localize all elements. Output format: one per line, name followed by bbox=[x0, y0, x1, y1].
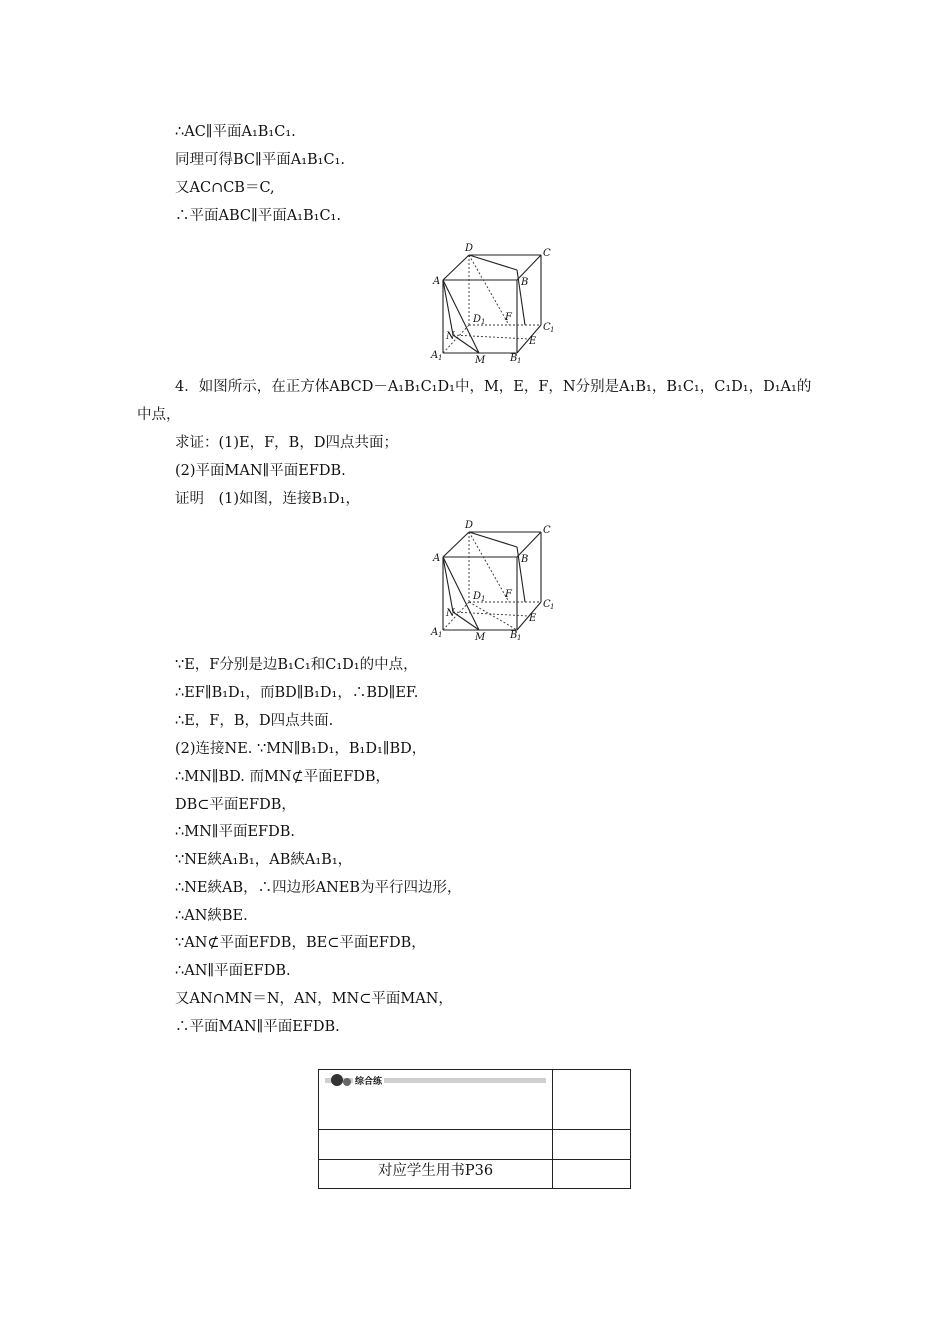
text-line: ∴AC∥平面A₁B₁C₁. bbox=[175, 124, 296, 140]
label-c1: C bbox=[543, 599, 551, 610]
label-b: B bbox=[521, 554, 529, 565]
book-reference: 对应学生用书P36 bbox=[377, 1163, 494, 1179]
label-d: D bbox=[465, 520, 474, 531]
proof-line: ∴E，F，B，D四点共面. bbox=[175, 713, 334, 729]
proof-line: ∴MN∥平面EFDB. bbox=[175, 824, 295, 840]
banner-label: 综合练 bbox=[353, 1074, 384, 1087]
proof-line: (2)连接NE. ∵MN∥B₁D₁，B₁D₁∥BD， bbox=[175, 741, 427, 757]
label-e: E bbox=[529, 336, 537, 347]
label-c: C bbox=[543, 525, 551, 536]
label-c1-sub: 1 bbox=[550, 326, 555, 334]
label-d1: D bbox=[473, 591, 482, 602]
label-a1: A bbox=[431, 350, 439, 361]
proof-line: ∵E，F分别是边B₁C₁和C₁D₁的中点， bbox=[175, 657, 418, 673]
proof-line: DB⊂平面EFDB， bbox=[175, 797, 296, 813]
proof-line: ∴平面MAN∥平面EFDB. bbox=[175, 1019, 340, 1035]
label-a: A bbox=[433, 553, 441, 564]
footer-cell bbox=[318, 1159, 553, 1189]
problem-line: 中点， bbox=[137, 407, 181, 423]
prove-line: (2)平面MAN∥平面EFDB. bbox=[175, 463, 346, 479]
banner-cell bbox=[318, 1069, 553, 1130]
label-d1-sub: 1 bbox=[481, 318, 486, 326]
label-a1: A bbox=[431, 627, 439, 638]
text-line: ∴平面ABC∥平面A₁B₁C₁. bbox=[175, 208, 341, 224]
proof-line: ∴EF∥B₁D₁，而BD∥B₁D₁，∴BD∥EF. bbox=[175, 685, 419, 701]
prove-line: 求证：(1)E，F，B，D四点共面； bbox=[175, 435, 398, 451]
label-b1-sub: 1 bbox=[517, 634, 522, 642]
label-f: F bbox=[505, 312, 512, 323]
label-d1: D bbox=[473, 314, 482, 325]
label-a1-sub: 1 bbox=[438, 631, 443, 639]
section-box bbox=[318, 1069, 631, 1189]
label-d1-sub: 1 bbox=[481, 595, 486, 603]
label-n: N bbox=[446, 331, 455, 342]
middle-cell bbox=[318, 1129, 553, 1160]
label-e: E bbox=[529, 613, 537, 624]
label-c1: C bbox=[543, 322, 551, 333]
middle-side-cell bbox=[552, 1129, 631, 1160]
cube-figure-1 bbox=[425, 240, 560, 368]
label-d: D bbox=[465, 243, 474, 254]
footer-side-cell bbox=[552, 1159, 631, 1189]
cube-figure-2 bbox=[425, 517, 560, 645]
proof-line: 又AN∩MN＝N，AN，MN⊂平面MAN， bbox=[175, 991, 453, 1007]
proof-line: ∴MN∥BD. 而MN⊄平面EFDB， bbox=[175, 769, 391, 785]
label-m: M bbox=[475, 355, 486, 366]
label-a1-sub: 1 bbox=[438, 354, 443, 362]
text-line: 同理可得BC∥平面A₁B₁C₁. bbox=[175, 152, 345, 168]
label-b1-sub: 1 bbox=[517, 357, 522, 365]
text-line: 又AC∩CB＝C, bbox=[175, 180, 275, 196]
label-b: B bbox=[521, 277, 529, 288]
label-c1-sub: 1 bbox=[550, 603, 555, 611]
label-b1: B bbox=[510, 353, 518, 364]
problem-line: 4．如图所示，在正方体ABCD－A₁B₁C₁D₁中，M，E，F，N分别是A₁B₁，B₁C₁，C₁D₁，D₁A₁的 bbox=[175, 379, 812, 395]
label-f: F bbox=[505, 589, 512, 600]
label-b1: B bbox=[510, 630, 518, 641]
proof-line: ∵AN⊄平面EFDB，BE⊂平面EFDB， bbox=[175, 935, 426, 951]
label-m: M bbox=[475, 632, 486, 643]
proof-line: ∴AN∥平面EFDB. bbox=[175, 963, 291, 979]
proof-line: ∴NE綊AB，∴四边形ANEB为平行四边形， bbox=[175, 880, 462, 896]
label-n: N bbox=[446, 608, 455, 619]
label-c: C bbox=[543, 248, 551, 259]
proof-line: ∵NE綊A₁B₁，AB綊A₁B₁， bbox=[175, 852, 353, 868]
side-cell bbox=[552, 1069, 631, 1130]
proof-start: 证明 (1)如图，连接B₁D₁， bbox=[175, 491, 360, 507]
proof-line: ∴AN綊BE. bbox=[175, 908, 248, 924]
banner-badge-icon bbox=[331, 1074, 343, 1086]
label-a: A bbox=[433, 276, 441, 287]
